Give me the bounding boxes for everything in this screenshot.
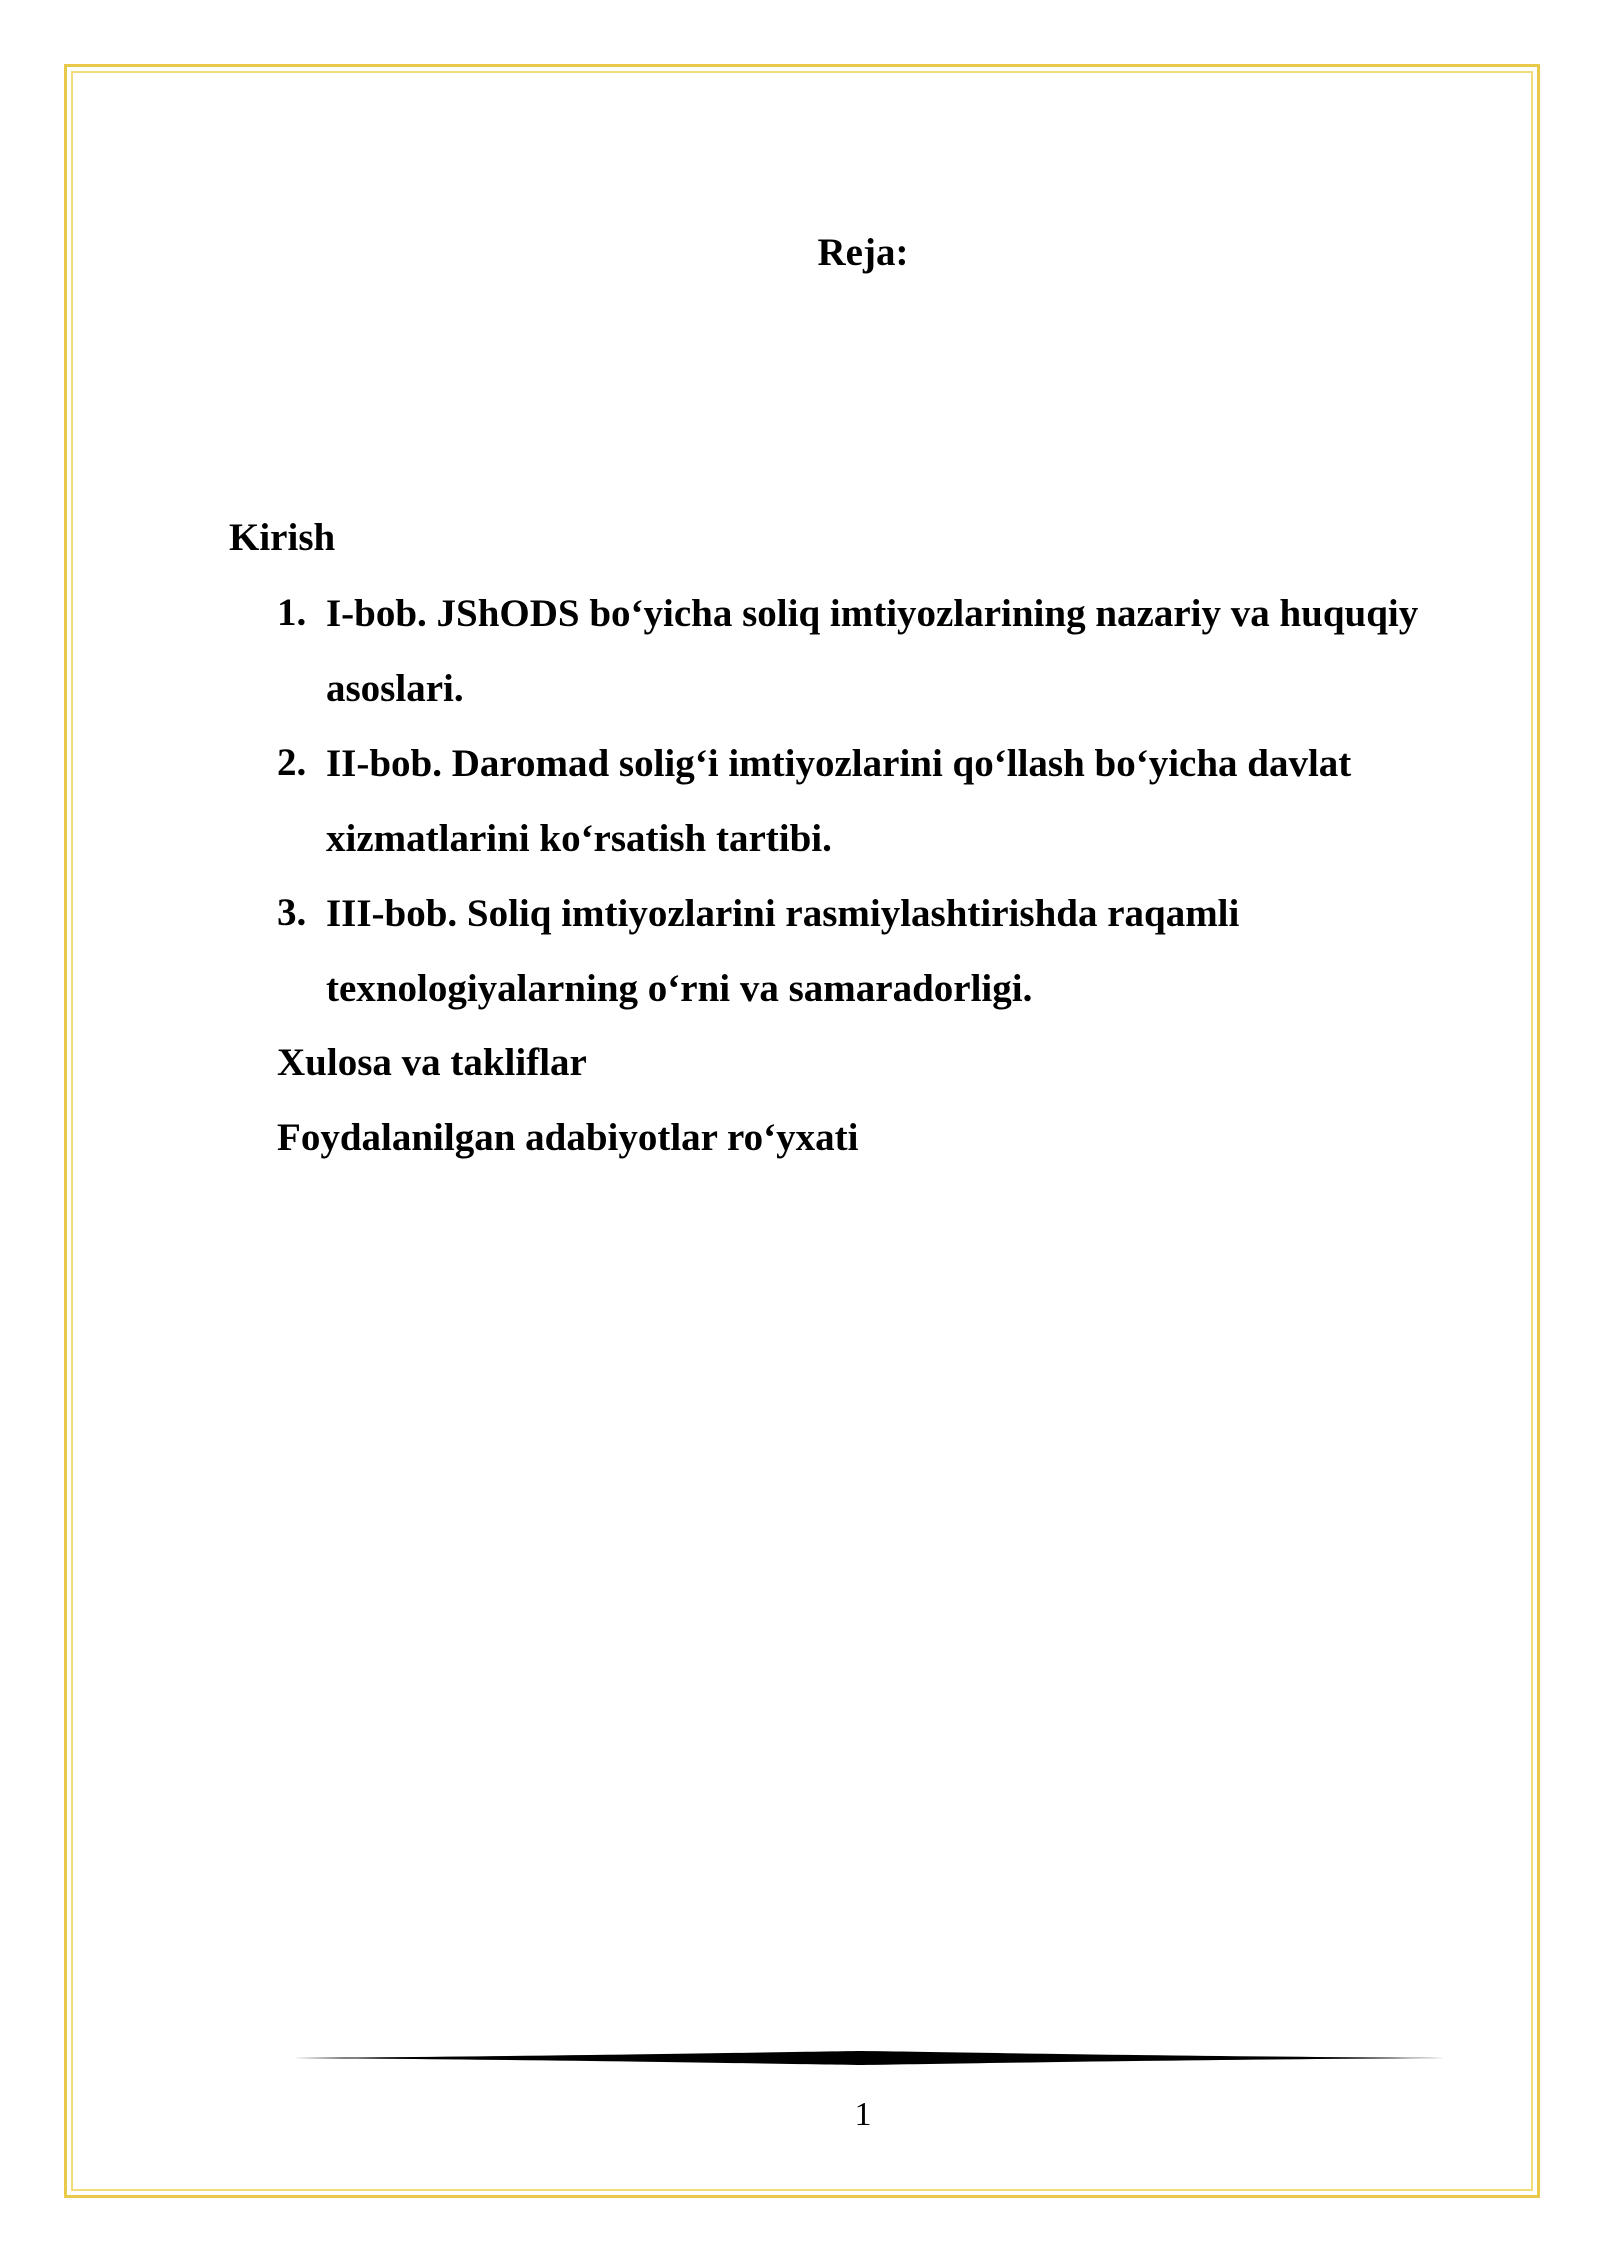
page-title: Reja: (817, 231, 909, 274)
toc-item-number: 3. (277, 891, 307, 934)
toc-item-text: II-bob. Daromad solig‘i imtiyozlarini qo‘llash bo‘yicha davlat xizmatlarini ko‘rsatish tartibi. (326, 742, 1352, 860)
footer-divider (280, 2050, 1444, 2066)
toc-item-number: 1. (277, 591, 307, 634)
toc-item-text: I-bob. JShODS bo‘yicha soliq imtiyozlarining nazariy va huquqiy asoslari. (326, 592, 1419, 710)
toc-references: Foydalanilgan adabiyotlar ro‘yxati (277, 1116, 859, 1159)
page-number: 1 (854, 2096, 872, 2133)
toc-intro: Kirish (229, 516, 336, 559)
toc-item-number: 2. (277, 741, 307, 784)
toc-conclusion: Xulosa va takliflar (277, 1041, 587, 1084)
toc-item-text: III-bob. Soliq imtiyozlarini rasmiylashtirishda raqamli texnologiyalarning o‘rni va samaradorligi. (326, 892, 1240, 1010)
